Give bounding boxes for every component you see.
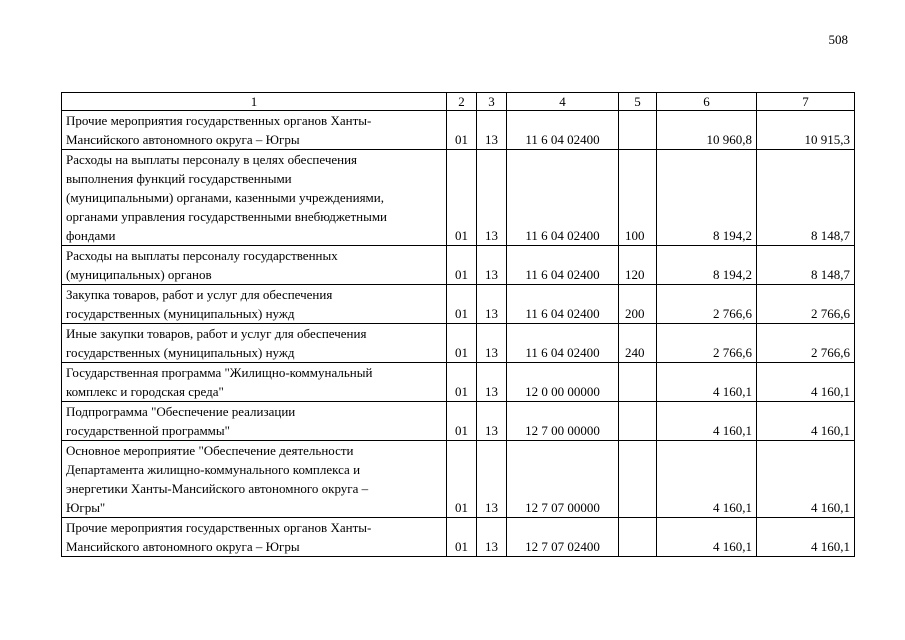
section-cell: 01 bbox=[447, 285, 477, 324]
table-row bbox=[62, 363, 855, 402]
target-article-cell: 12 7 07 02400 bbox=[507, 518, 619, 557]
amount-col7-cell: 4 160,1 bbox=[757, 518, 855, 557]
target-article-cell: 12 7 00 00000 bbox=[507, 402, 619, 441]
section-cell: 01 bbox=[447, 246, 477, 285]
expense-type-cell bbox=[619, 518, 657, 557]
row-name-cell: Прочие мероприятия государственных органов Ханты- Мансийского автономного округа – Югры bbox=[62, 111, 447, 150]
section-cell: 01 bbox=[447, 441, 477, 518]
subsection-cell: 13 bbox=[477, 246, 507, 285]
expense-type-cell bbox=[619, 111, 657, 150]
page-number: 508 bbox=[828, 32, 848, 47]
section-cell: 01 bbox=[447, 111, 477, 150]
row-name-cell: Прочие мероприятия государственных органов Ханты- Мансийского автономного округа – Югры bbox=[62, 518, 447, 557]
table-row bbox=[62, 518, 855, 557]
amount-col7-cell: 2 766,6 bbox=[757, 324, 855, 363]
amount-col7-cell: 4 160,1 bbox=[757, 441, 855, 518]
amount-col6-cell: 4 160,1 bbox=[657, 363, 757, 402]
amount-col6-cell: 10 960,8 bbox=[657, 111, 757, 150]
amount-col6-cell: 4 160,1 bbox=[657, 441, 757, 518]
amount-col6-cell: 4 160,1 bbox=[657, 402, 757, 441]
subsection-cell: 13 bbox=[477, 324, 507, 363]
amount-col7-cell: 4 160,1 bbox=[757, 363, 855, 402]
amount-col6-cell: 2 766,6 bbox=[657, 285, 757, 324]
row-name-cell: Иные закупки товаров, работ и услуг для обеспечения государственных (муниципальных) нужд bbox=[62, 324, 447, 363]
subsection-cell: 13 bbox=[477, 111, 507, 150]
expense-type-cell bbox=[619, 402, 657, 441]
target-article-cell: 11 6 04 02400 bbox=[507, 150, 619, 246]
amount-col6-cell: 8 194,2 bbox=[657, 150, 757, 246]
expense-type-cell bbox=[619, 363, 657, 402]
row-name-cell: Подпрограмма "Обеспечение реализации государственной программы" bbox=[62, 402, 447, 441]
header-cell: 2 bbox=[447, 93, 477, 111]
row-name-cell: Государственная программа "Жилищно-коммунальный комплекс и городская среда" bbox=[62, 363, 447, 402]
row-name-cell: Расходы на выплаты персоналу в целях обеспечения выполнения функций государственными (муниципальными) органами, казенными учреждениями, органами управления государственными внебюджетными фондами bbox=[62, 150, 447, 246]
header-cell: 7 bbox=[757, 93, 855, 111]
target-article-cell: 12 0 00 00000 bbox=[507, 363, 619, 402]
expense-type-cell bbox=[619, 441, 657, 518]
target-article-cell: 12 7 07 00000 bbox=[507, 441, 619, 518]
table-row bbox=[62, 441, 855, 518]
target-article-cell: 11 6 04 02400 bbox=[507, 285, 619, 324]
table-body bbox=[62, 111, 855, 557]
target-article-cell: 11 6 04 02400 bbox=[507, 324, 619, 363]
table-row bbox=[62, 246, 855, 285]
row-name-cell: Закупка товаров, работ и услуг для обеспечения государственных (муниципальных) нужд bbox=[62, 285, 447, 324]
table-row bbox=[62, 402, 855, 441]
subsection-cell: 13 bbox=[477, 441, 507, 518]
expense-type-cell: 100 bbox=[619, 150, 657, 246]
subsection-cell: 13 bbox=[477, 285, 507, 324]
header-row bbox=[62, 93, 855, 111]
table-row bbox=[62, 150, 855, 246]
header-cell: 5 bbox=[619, 93, 657, 111]
header-cell: 1 bbox=[62, 93, 447, 111]
header-cell: 6 bbox=[657, 93, 757, 111]
table-row bbox=[62, 285, 855, 324]
amount-col7-cell: 10 915,3 bbox=[757, 111, 855, 150]
target-article-cell: 11 6 04 02400 bbox=[507, 111, 619, 150]
expense-type-cell: 120 bbox=[619, 246, 657, 285]
subsection-cell: 13 bbox=[477, 518, 507, 557]
table-header bbox=[62, 93, 855, 111]
expense-type-cell: 240 bbox=[619, 324, 657, 363]
amount-col6-cell: 8 194,2 bbox=[657, 246, 757, 285]
section-cell: 01 bbox=[447, 324, 477, 363]
subsection-cell: 13 bbox=[477, 402, 507, 441]
section-cell: 01 bbox=[447, 402, 477, 441]
table-row bbox=[62, 324, 855, 363]
row-name-cell: Расходы на выплаты персоналу государственных (муниципальных) органов bbox=[62, 246, 447, 285]
expense-type-cell: 200 bbox=[619, 285, 657, 324]
amount-col7-cell: 8 148,7 bbox=[757, 246, 855, 285]
amount-col7-cell: 8 148,7 bbox=[757, 150, 855, 246]
header-cell: 4 bbox=[507, 93, 619, 111]
section-cell: 01 bbox=[447, 363, 477, 402]
section-cell: 01 bbox=[447, 518, 477, 557]
table-row bbox=[62, 111, 855, 150]
budget-table bbox=[61, 92, 855, 557]
row-name-cell: Основное мероприятие "Обеспечение деятельности Департамента жилищно-коммунального комплекса и энергетики Ханты-Мансийского автономного округа – Югры" bbox=[62, 441, 447, 518]
amount-col6-cell: 2 766,6 bbox=[657, 324, 757, 363]
amount-col7-cell: 2 766,6 bbox=[757, 285, 855, 324]
amount-col6-cell: 4 160,1 bbox=[657, 518, 757, 557]
amount-col7-cell: 4 160,1 bbox=[757, 402, 855, 441]
header-cell: 3 bbox=[477, 93, 507, 111]
subsection-cell: 13 bbox=[477, 150, 507, 246]
section-cell: 01 bbox=[447, 150, 477, 246]
target-article-cell: 11 6 04 02400 bbox=[507, 246, 619, 285]
subsection-cell: 13 bbox=[477, 363, 507, 402]
